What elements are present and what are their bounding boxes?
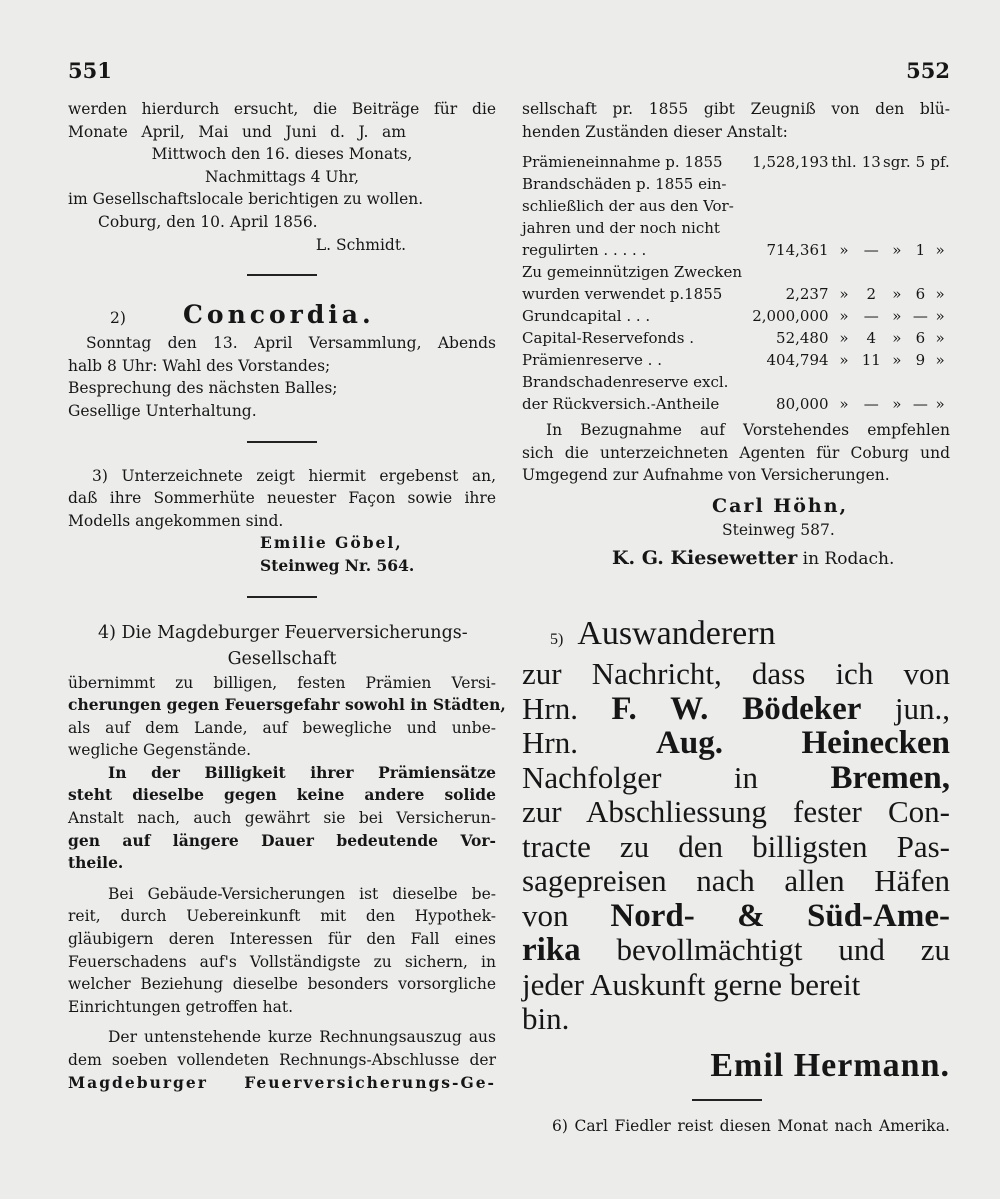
ad-text: bin. — [522, 1001, 570, 1037]
finance-a: » — [839, 351, 849, 370]
finance-amount — [742, 261, 829, 283]
finance-b — [859, 371, 883, 393]
ad-line — [522, 795, 950, 830]
finance-bu: » — [892, 285, 902, 304]
finance-b — [859, 173, 883, 195]
text-line: 3) Unterzeichnete zeigt hiermit ergebenst an, — [92, 466, 496, 485]
text-line: Feuerschadens auf's Vollständigste zu sichern, in — [68, 952, 496, 971]
finance-label: Capital-Reservefonds . — [522, 329, 695, 348]
text-line: theile. — [68, 853, 124, 873]
ad-line — [522, 1002, 950, 1037]
text-line: Mittwoch den 16. dieses Monats, — [151, 145, 413, 164]
ad-line — [522, 657, 950, 692]
finance-b: 2 — [866, 285, 877, 304]
text-line: werden hierdurch ersucht, die Beiträge für die — [68, 100, 496, 118]
text-line: henden Zuständen dieser Anstalt: — [522, 122, 788, 141]
signature: L. Schmidt. — [315, 235, 406, 254]
ad-emphasis: F. W. Bödeker — [611, 690, 862, 727]
finance-bu: » — [892, 329, 902, 348]
finance-a: thl. — [831, 153, 857, 172]
ad-text: tracte zu den billigsten Pas- — [522, 828, 950, 864]
text-line: Nachmittags 4 Uhr, — [204, 167, 360, 186]
finance-c — [911, 371, 931, 393]
finance-label: jahren und der noch nicht — [522, 219, 720, 238]
finance-row — [522, 371, 950, 393]
separator — [247, 274, 317, 276]
finance-cu — [930, 173, 950, 195]
finance-a — [829, 195, 860, 217]
agent-place: in Rodach. — [802, 548, 895, 569]
finance-a: » — [839, 329, 849, 348]
finance-bu — [883, 371, 911, 393]
text-line: In Bezugnahme auf Vorstehendes empfehlen — [546, 421, 950, 440]
finance-label: Zu gemeinnützigen Zwecken — [522, 263, 743, 282]
finance-a — [829, 371, 860, 393]
text-line: sellschaft pr. 1855 gibt Zeugniß von den blü- — [522, 100, 950, 118]
ad-line — [522, 968, 950, 1003]
finance-b: — — [863, 307, 879, 326]
ad-emphasis: rika — [522, 932, 581, 969]
finance-label: Brandschäden p. 1855 ein- — [522, 175, 727, 194]
finance-b — [859, 195, 883, 217]
ad-text: Nachfolger in — [522, 759, 831, 795]
text-line: dem soeben vollendeten Rechnungs-Abschlusse der — [68, 1051, 496, 1069]
ad-line — [522, 761, 950, 796]
finance-b: 13 — [861, 153, 881, 172]
finance-c — [911, 173, 931, 195]
text-line: im Gesellschaftslocale berichtigen zu wollen. — [68, 190, 424, 209]
item-4-title: 4) Die Magdeburger Feuerversicherungs- — [98, 622, 468, 643]
finance-bu: » — [892, 307, 902, 326]
ad-line — [522, 899, 950, 934]
finance-cu: » — [935, 395, 945, 414]
finance-cu: » — [935, 241, 945, 260]
ad-text: zur Nachricht, dass ich von — [522, 656, 950, 692]
signature-name: Emilie Göbel, — [260, 533, 403, 553]
finance-label: Prämienreserve . . — [522, 351, 662, 370]
ad-text: bevollmächtigt und zu — [580, 932, 950, 968]
ad-text: zur Abschliessung fester Con- — [522, 794, 950, 830]
ad-text: Hrn. — [522, 690, 612, 726]
finance-a — [829, 261, 860, 283]
ad-line — [522, 614, 950, 658]
finance-cu: pf. — [930, 153, 950, 172]
finance-row — [522, 261, 950, 283]
finance-bu — [883, 261, 911, 283]
page-number-left: 551 — [68, 58, 112, 83]
agent-address: Steinweg 587. — [722, 520, 835, 539]
finance-c — [911, 195, 931, 217]
text-line: Anstalt nach, auch gewährt sie bei Versicherun- — [68, 809, 496, 828]
finance-amount — [742, 371, 829, 393]
finance-label: Brandschadenreserve excl. — [522, 373, 729, 392]
finance-c: — — [912, 307, 928, 326]
finance-amount: 2,237 — [785, 285, 829, 304]
finance-c: 5 — [915, 153, 926, 172]
finance-row — [522, 173, 950, 195]
finance-cu — [930, 261, 950, 283]
ad-emphasis: Nord- & Süd-Ame- — [610, 897, 950, 934]
text-line: übernimmt zu billigen, festen Prämien Versi- — [68, 673, 496, 692]
finance-cu: » — [935, 285, 945, 304]
finance-amount: 80,000 — [776, 395, 829, 414]
finance-table — [522, 151, 950, 415]
finance-amount — [742, 173, 829, 195]
finance-amount: 404,794 — [766, 351, 829, 370]
item-number: 5) — [550, 630, 564, 648]
date-line: Coburg, den 10. April 1856. — [98, 212, 318, 231]
text-line: Sonntag den 13. April Versammlung, Abends — [86, 334, 496, 353]
text-line: reit, durch Uebereinkunft mit den Hypothek- — [68, 907, 496, 926]
ad-text: sagepreisen nach allen Häfen — [522, 863, 950, 899]
finance-amount: 52,480 — [776, 329, 829, 348]
finance-bu — [883, 217, 911, 239]
finance-row — [522, 305, 950, 327]
finance-b: — — [863, 241, 879, 260]
agent-name: Carl Höhn, — [712, 494, 849, 517]
ad-line — [522, 933, 950, 968]
text-line: Monate April, Mai und Juni d. J. am — [68, 122, 406, 141]
text-line: gläubigern deren Interessen für den Fall eines — [68, 930, 496, 949]
text-line: Der untenstehende kurze Rechnungsauszug aus — [108, 1028, 496, 1047]
finance-a — [829, 173, 860, 195]
item-6-line: 6) Carl Fiedler reist diesen Monat nach Amerika. — [552, 1116, 950, 1135]
finance-amount: 1,528,193 — [752, 153, 829, 172]
finance-amount — [742, 195, 829, 217]
text-line: daß ihre Sommerhüte neuester Façon sowie ihre — [68, 489, 496, 508]
text-line: Einrichtungen getroffen hat. — [68, 997, 294, 1016]
finance-b: 11 — [861, 351, 881, 370]
finance-row — [522, 393, 950, 415]
item-2-heading — [68, 298, 496, 332]
ad-text: von — [522, 897, 611, 933]
finance-row — [522, 327, 950, 349]
finance-c — [911, 217, 931, 239]
agent-name: K. G. Kiesewetter — [612, 546, 798, 569]
finance-b: 4 — [866, 329, 877, 348]
finance-cu — [930, 217, 950, 239]
finance-c: 6 — [915, 329, 926, 348]
text-line: Gesellige Unterhaltung. — [68, 401, 257, 420]
item-4-title: Gesellschaft — [227, 648, 337, 669]
text-line: Modells angekommen sind. — [68, 511, 284, 530]
agent-line — [522, 542, 950, 575]
text-line: Bei Gebäude-Versicherungen ist dieselbe be- — [108, 884, 496, 903]
finance-c: 6 — [915, 285, 926, 304]
finance-label: der Rückversich.-Antheile — [522, 395, 720, 414]
finance-a — [829, 217, 860, 239]
text-line: Umgegend zur Aufnahme von Versicherungen. — [522, 466, 890, 485]
finance-cu — [930, 371, 950, 393]
item-number: 2) — [110, 309, 126, 328]
text-line: welcher Beziehung dieselbe besonders vorsorgliche — [68, 975, 496, 994]
finance-row — [522, 217, 950, 239]
ad-emphasis: Aug. Heinecken — [656, 725, 950, 762]
finance-cu: » — [935, 351, 945, 370]
text-line: cherungen gegen Feuersgefahr sowohl in Städten, — [68, 695, 506, 715]
ad-signature: Emil Hermann. — [710, 1046, 950, 1084]
text-line: als auf dem Lande, auf bewegliche und unbe- — [68, 718, 496, 737]
separator — [692, 1099, 762, 1101]
finance-b — [859, 217, 883, 239]
finance-a: » — [839, 285, 849, 304]
finance-bu: » — [892, 351, 902, 370]
finance-amount: 714,361 — [766, 241, 829, 260]
ad-line — [522, 864, 950, 899]
finance-bu: » — [892, 241, 902, 260]
page-number-right: 552 — [906, 58, 950, 83]
finance-c: 9 — [915, 351, 926, 370]
text-line: wegliche Gegenstände. — [68, 741, 252, 760]
text-line: steht dieselbe gegen keine andere solide — [68, 785, 496, 805]
finance-label: schließlich der aus den Vor- — [522, 197, 734, 216]
finance-b: — — [863, 395, 879, 414]
ad-emphasis: Bremen, — [830, 759, 950, 796]
finance-b — [859, 261, 883, 283]
ad-text: jun., — [861, 690, 950, 726]
right-column — [522, 98, 950, 1137]
finance-amount — [742, 217, 829, 239]
finance-amount: 2,000,000 — [752, 307, 829, 326]
text-line: Magdeburger Feuerversicherungs-Ge- — [68, 1072, 496, 1092]
finance-bu — [883, 173, 911, 195]
text-line: sich die unterzeichneten Agenten für Coburg und — [522, 443, 950, 462]
ad-line — [522, 726, 950, 761]
separator — [247, 441, 317, 443]
finance-bu: sgr. — [883, 153, 911, 172]
finance-row — [522, 151, 950, 173]
text-line: In der Billigkeit ihrer Prämiensätze — [108, 762, 496, 782]
finance-bu: » — [892, 395, 902, 414]
ad-line — [522, 830, 950, 865]
finance-cu: » — [935, 307, 945, 326]
finance-a: » — [839, 395, 849, 414]
text-line: gen auf längere Dauer bedeutende Vor- — [68, 830, 496, 850]
finance-label: Prämieneinnahme p. 1855 — [522, 153, 723, 172]
finance-c — [911, 261, 931, 283]
finance-row — [522, 239, 950, 261]
item-title: Concordia. — [183, 300, 375, 330]
ad-text: Hrn. — [522, 725, 657, 761]
finance-row — [522, 349, 950, 371]
finance-c: — — [912, 395, 928, 414]
finance-bu — [883, 195, 911, 217]
finance-a: » — [839, 307, 849, 326]
separator — [247, 596, 317, 598]
finance-cu: » — [935, 329, 945, 348]
text-line: halb 8 Uhr: Wahl des Vorstandes; — [68, 356, 331, 375]
finance-cu — [930, 195, 950, 217]
ad-text: Auswanderern — [577, 614, 776, 652]
finance-label: Grundcapital . . . — [522, 307, 651, 326]
finance-c: 1 — [915, 241, 926, 260]
ad-text: jeder Auskunft gerne bereit — [522, 966, 861, 1002]
finance-row — [522, 195, 950, 217]
emigration-advertisement — [522, 614, 950, 1085]
signature-address: Steinweg Nr. 564. — [260, 555, 415, 575]
text-line: Besprechung des nächsten Balles; — [68, 379, 338, 398]
finance-label: regulirten . . . . . — [522, 241, 647, 260]
finance-label: wurden verwendet p.1855 — [522, 285, 723, 304]
ad-line — [522, 692, 950, 727]
finance-row — [522, 283, 950, 305]
left-column — [68, 98, 506, 1094]
finance-a: » — [839, 241, 849, 260]
